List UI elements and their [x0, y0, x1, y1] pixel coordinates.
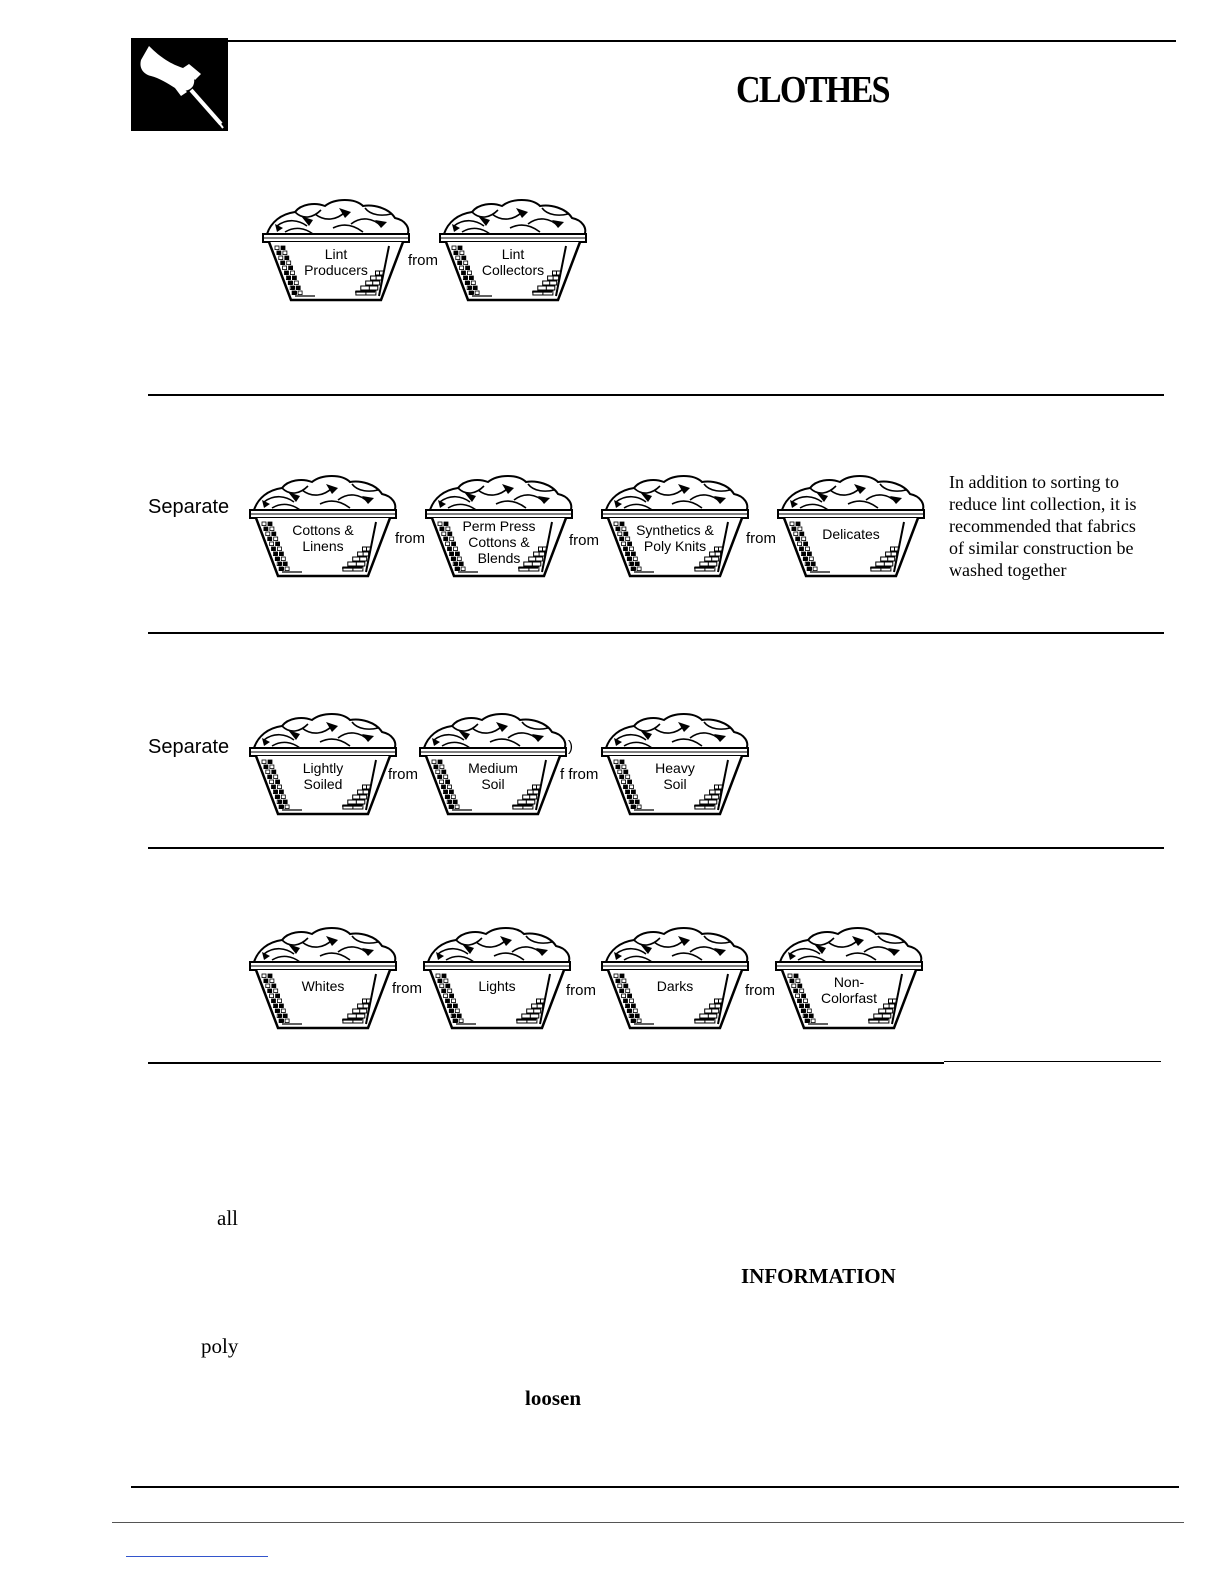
basket-perm-press	[418, 472, 580, 580]
basket-label	[798, 526, 904, 542]
divider	[148, 394, 1164, 396]
basket-label	[622, 522, 728, 554]
connector: from	[408, 252, 438, 269]
header-icon-box	[131, 38, 228, 131]
basket-label-line: Lights	[478, 978, 516, 994]
basket-label-line: Blends	[477, 550, 521, 566]
basket-lightly-soiled	[242, 710, 404, 818]
basket-label-line: Cottons &	[292, 522, 354, 538]
basket-label-line: Poly Knits	[643, 538, 707, 554]
note-line: In addition to sorting to	[949, 472, 1119, 492]
basket-label-line: Heavy	[655, 760, 695, 776]
basket-label	[440, 760, 546, 792]
note-line: washed together	[949, 560, 1067, 580]
basket-label	[460, 246, 566, 278]
connector: from	[388, 766, 418, 783]
divider	[148, 632, 1164, 634]
basket-label-line: Lightly	[302, 760, 344, 776]
connector: from	[746, 530, 776, 547]
footer-rule	[131, 1486, 1179, 1488]
divider	[148, 1062, 944, 1064]
separate-label: Separate	[148, 736, 230, 758]
basket-label-line: Cottons &	[468, 534, 530, 550]
basket-label-line: Lint	[324, 246, 348, 262]
basket-label-line: Soil	[663, 776, 687, 792]
basket-non-colorfast	[768, 924, 930, 1032]
basket-cottons-linens	[242, 472, 404, 580]
stray-mark: )	[568, 738, 573, 755]
basket-label	[270, 760, 376, 792]
basket-medium-soil	[412, 710, 574, 818]
fragment-information: INFORMATION	[741, 1264, 896, 1288]
connector: f from	[560, 766, 599, 783]
basket-label	[446, 518, 552, 566]
basket-lint-producers	[255, 196, 417, 304]
footer-thin-rule	[112, 1522, 1184, 1523]
basket-label-line: Perm Press	[462, 518, 536, 534]
basket-label	[444, 978, 550, 994]
separate-label: Separate	[148, 496, 230, 518]
basket-heavy-soil	[594, 710, 756, 818]
footer-link-underline	[126, 1556, 268, 1557]
basket-label-line: Soiled	[303, 776, 343, 792]
basket-label-line: Collectors	[481, 262, 545, 278]
basket-darks	[594, 924, 756, 1032]
basket-label-line: Soil	[481, 776, 505, 792]
fragment-loosen: loosen	[525, 1386, 582, 1410]
basket-label	[622, 760, 728, 792]
basket-lint-collectors	[432, 196, 594, 304]
basket-label	[270, 978, 376, 994]
basket-label-line: Medium	[468, 760, 518, 776]
divider	[944, 1061, 1161, 1062]
fragment-poly: poly	[201, 1334, 239, 1358]
connector: from	[395, 530, 425, 547]
basket-synthetics	[594, 472, 756, 580]
basket-delicates	[770, 472, 932, 580]
basket-whites	[242, 924, 404, 1032]
basket-label-line: Linens	[302, 538, 344, 554]
basket-label-line: Producers	[304, 262, 368, 278]
basket-label	[283, 246, 389, 278]
basket-label-line: Delicates	[822, 526, 880, 542]
connector: from	[569, 532, 599, 549]
connector: from	[745, 982, 775, 999]
note-line: of similar construction be	[949, 538, 1134, 558]
basket-lights	[416, 924, 578, 1032]
basket-label	[622, 978, 728, 994]
basket-label-line: Darks	[656, 978, 694, 994]
basket-label-line: Non-	[833, 974, 865, 990]
connector: from	[392, 980, 422, 997]
basket-label-line: Lint	[501, 246, 525, 262]
note-line: reduce lint collection, it is	[949, 494, 1137, 514]
connector: from	[566, 982, 596, 999]
divider	[148, 847, 1164, 849]
basket-label	[270, 522, 376, 554]
basket-label-line: Colorfast	[820, 990, 878, 1006]
note-line: recommended that fabrics	[949, 516, 1136, 536]
header-rule	[228, 40, 1176, 42]
hand-with-pen-icon	[131, 38, 228, 131]
basket-label	[796, 974, 902, 1006]
basket-label-line: Synthetics &	[636, 522, 714, 538]
fabric-note	[949, 471, 1169, 581]
basket-label-line: Whites	[301, 978, 345, 994]
fragment-all: all	[217, 1206, 238, 1230]
page-title: CLOTHES	[736, 69, 889, 111]
